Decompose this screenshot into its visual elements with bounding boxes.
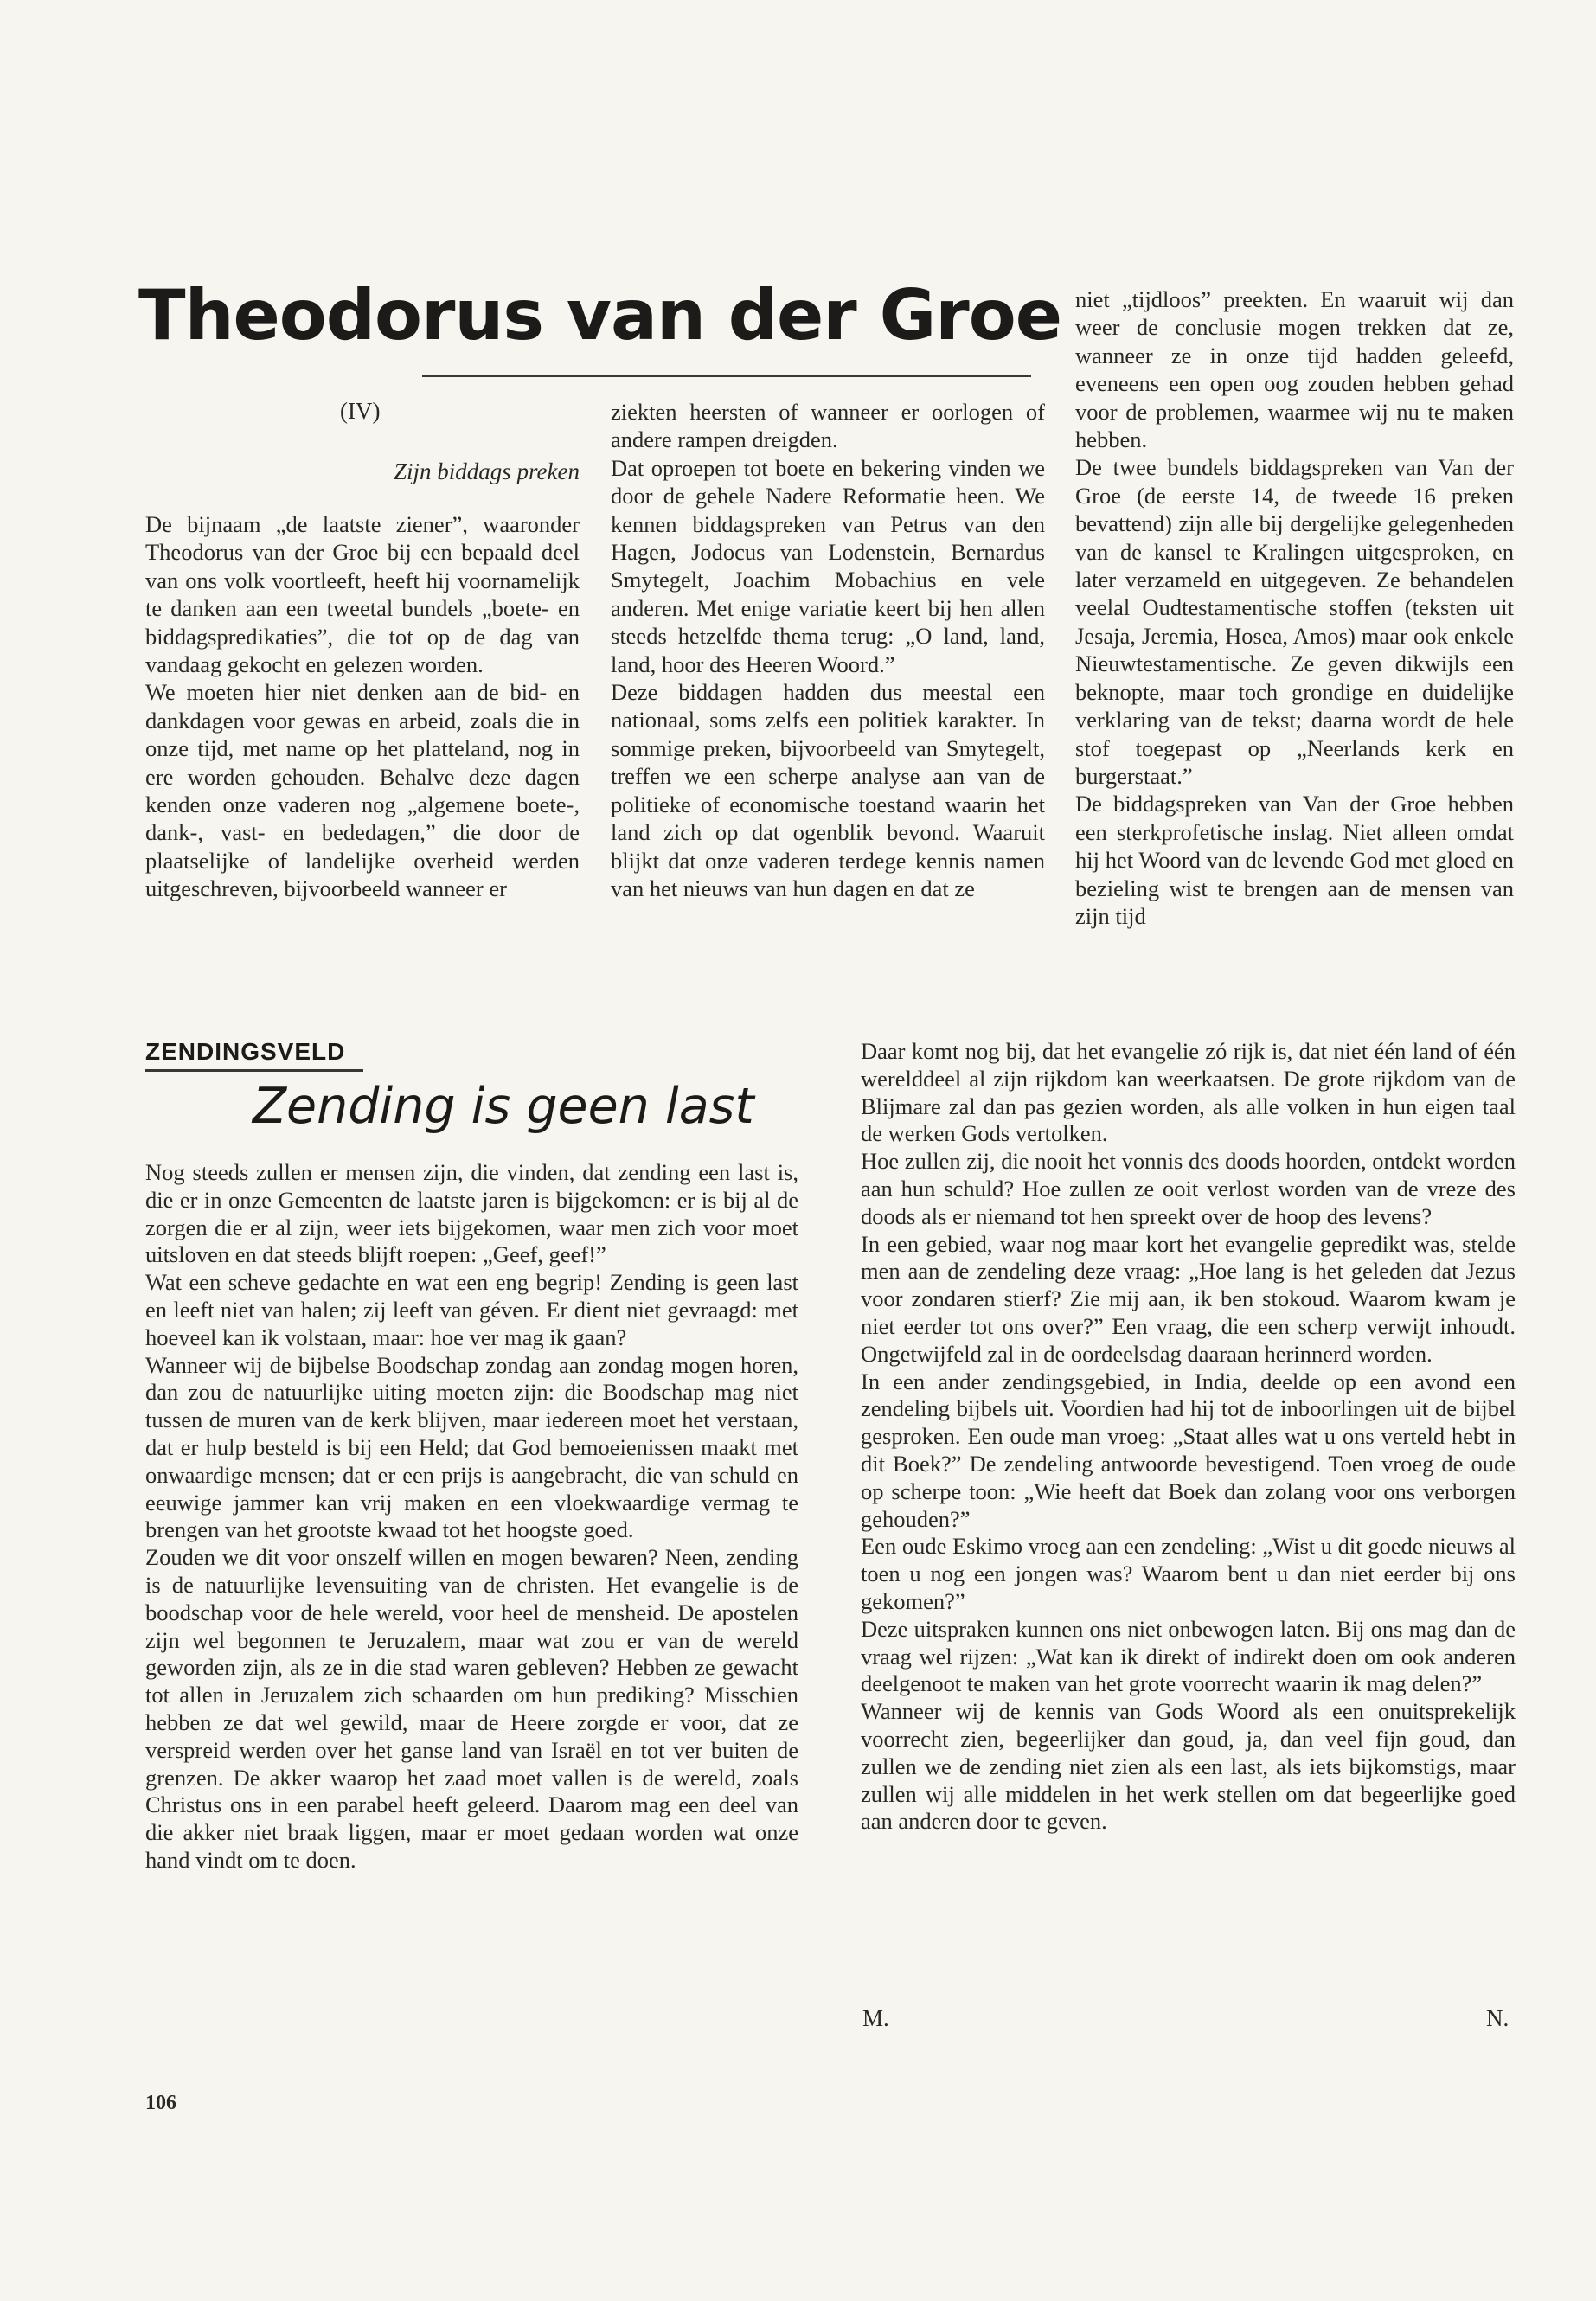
- paragraph: Daar komt nog bij, dat het evangelie zó rijk is, dat niet één land of één werelddeel al zijn rijkdom kan weerkaatsen. De grote rijkdom van de Blijmare zal dan pas gezien worden, als alle volken in hun eigen taal de werken Gods vertolken.: [861, 1038, 1516, 1147]
- paragraph: Nog steeds zullen er mensen zijn, die vinden, dat zending een last is, die er in onze Gemeenten de laatste jaren is bijgekomen: er is bij al de zorgen die er al zijn, weer iets bijgekomen, waar men zich voor moet uitsloven en dat steeds blijft roepen: „Geef, geef!”: [145, 1159, 798, 1268]
- paragraph: We moeten hier niet denken aan de bid- en dankdagen voor gewas en arbeid, zoals die in onze tijd, met name op het platteland, nog in ere worden gehouden. Behalve deze dagen kenden onze vaderen nog „algemene boete-, dank-, vast- en bededagen,” die door de plaatselijke of landelijke overheid werden uitgeschreven, bijvoorbeeld wanneer er: [145, 679, 580, 902]
- paragraph: Wanneer wij de kennis van Gods Woord als een onuitsprekelijk voorrecht zien, begeerlijker dan goud, ja, dan veel fijn goud, dan zullen we de zending niet zien als een last, als iets bijkomstigs, maar zullen wij alle middelen in het werk stellen om dat begeerlijke goed aan anderen door te geven.: [861, 1698, 1516, 1835]
- paragraph: De bijnaam „de laatste ziener”, waaronder Theodorus van der Groe bij een bepaald deel van ons volk voortleeft, heeft hij voornamelijk te danken aan een tweetal bundels „boete- en biddagspredikaties”, die tot op de dag van vandaag gekocht en gelezen worden.: [145, 511, 580, 678]
- article1-column-2: [611, 398, 1045, 902]
- article2-column-right: [861, 1038, 1516, 1836]
- paragraph: ziekten heersten of wanneer er oorlogen of andere rampen dreigden.: [611, 399, 1045, 453]
- paragraph: Hoe zullen zij, die nooit het vonnis des doods hoorden, ontdekt worden aan hun schuld? Hoe zullen ze ooit verlost worden van de vreze des doods als er niemand tot hen spreekt over de hoop des levens?: [861, 1148, 1516, 1229]
- article-title: Theodorus van der Groe: [138, 275, 1061, 356]
- signature-initial-left: M.: [862, 2005, 889, 2031]
- paragraph: De biddagspreken van Van der Groe hebben een sterkprofetische inslag. Niet alleen omdat hij het Woord van de levende God met gloed en bezieling wist te brengen aan de mensen van zijn tijd: [1075, 791, 1514, 929]
- signature-initial-right: N.: [1486, 2005, 1509, 2031]
- paragraph: Wanneer wij de bijbelse Boodschap zondag aan zondag mogen horen, dan zou de natuurlijke uiting moeten zijn: die Boodschap mag niet tussen de muren van de kerk blijven, maar iedereen moet het verstaan, dat er hulp besteld is bij een Held; dat God bemoeienissen maakt met onwaardige mensen; dat er een prijs is aangebracht, die van schuld en eeuwige jammer kan vrij maken en een vloekwaardige vermag te brengen van het grootste kwaad tot het hoogste goed.: [145, 1351, 798, 1543]
- article-subtitle: Zijn biddags preken: [394, 458, 580, 484]
- paragraph: In een ander zendingsgebied, in India, deelde op een avond een zendeling bijbels uit. Voordien had hij tot de inboorlingen uit de bijbel gesproken. Een oude man vroeg: „Staat alles wat u ons verteld hebt in dit Boek?” De zendeling antwoorde bevestigend. Toen vroeg de oude op scherpe toon: „Wie heeft dat Boek dan zolang voor ons verborgen gehouden?”: [861, 1368, 1516, 1532]
- page-number: 106: [145, 2092, 176, 2114]
- paragraph: niet „tijdloos” preekten. En waaruit wij dan weer de conclusie mogen trekken dat ze, wanneer ze in onze tijd hadden geleefd, eveneens een open oog zouden hebben gehad voor de problemen, waarmee wij nu te maken hebben.: [1075, 286, 1514, 453]
- title-rule: [422, 375, 1031, 377]
- paragraph: Een oude Eskimo vroeg aan een zendeling: „Wist u dit goede nieuws al toen u nog een jongen was? Waarom bent u dan niet eerder bij ons gekomen?”: [861, 1533, 1516, 1614]
- paragraph: Dat oproepen tot boete en bekering vinden we door de gehele Nadere Reformatie heen. We kennen biddagspreken van Petrus van den Hagen, Jodocus van Lodenstein, Bernardus Smytegelt, Joachim Mobachius en vele anderen. Met enige variatie keert bij hen allen steeds hetzelfde thema terug: „O land, land, land, hoor des Heeren Woord.”: [611, 454, 1045, 677]
- article-title: Zending is geen last: [253, 1078, 754, 1135]
- paragraph: Wat een scheve gedachte en wat een eng begrip! Zending is geen last en leeft niet van halen; zij leeft van géven. Er dient niet gevraagd: met hoeveel kan ik volstaan, maar: hoe ver mag ik gaan?: [145, 1269, 798, 1350]
- article2-column-left: [145, 1159, 798, 1875]
- paragraph: Deze uitspraken kunnen ons niet onbewogen laten. Bij ons mag dan de vraag wel rijzen: „Wat kan ik direkt of indirekt doen om ook anderen deelgenoot te maken van het grote voorrecht waarin ik mag delen?”: [861, 1615, 1516, 1697]
- section-label: ZENDINGSVELD: [145, 1038, 346, 1065]
- article1-column-1: [145, 510, 580, 903]
- part-number: (IV): [340, 398, 381, 424]
- paragraph: Deze biddagen hadden dus meestal een nationaal, soms zelfs een politiek karakter. In sommige preken, bijvoorbeeld van Smytegelt, treffen we een scherpe analyse aan van de politieke of economische toestand waarin het land zich op dat ogenblik bevond. Waaruit blijkt dat onze vaderen terdege kennis namen van het nieuws van hun dagen en dat ze: [611, 679, 1045, 901]
- paragraph: In een gebied, waar nog maar kort het evangelie gepredikt was, stelde men aan de zendeling deze vraag: „Hoe lang is het geleden dat Jezus voor zondaren stierf? Zie mij aan, ik ben stokoud. Waarom kwam je niet eerder tot ons over?” Een vraag, die een scherp verwijt inhoudt. Ongetwijfeld zal in de oordeelsdag daaraan herinnerd worden.: [861, 1230, 1516, 1367]
- paragraph: Zouden we dit voor onszelf willen en mogen bewaren? Neen, zending is de natuurlijke levensuiting van de christen. Het evangelie is de boodschap voor de hele wereld, voor heel de mensheid. De apostelen zijn wel begonnen te Jeruzalem, maar wat zou er van de wereld geworden zijn, als ze in die stad waren gebleven? Hebben ze gewacht tot allen in Jeruzalem zich schaarden om hun prediking? Misschien hebben ze dat wel gewild, maar de Heere zorgde er voor, dat ze verspreid werden over het ganse land van Israël en tot ver buiten de grenzen. De akker waarop het zaad moet vallen is de wereld, zoals Christus ons in een parabel heeft geleerd. Daarom mag een deel van die akker niet braak liggen, maar er moet gedaan worden wat onze hand vindt om te doen.: [145, 1544, 798, 1873]
- article1-column-3: [1075, 285, 1514, 930]
- section-rule: [145, 1069, 363, 1072]
- paragraph: De twee bundels biddagspreken van Van der Groe (de eerste 14, de tweede 16 preken bevattend) zijn alle bij dergelijke gelegenheden van de kansel te Kralingen uitgesproken, en later verzameld en uitgegeven. Ze behandelen veelal Oudtestamentische stoffen (teksten uit Jesaja, Jeremia, Hosea, Amos) maar ook enkele Nieuwtestamentische. Ze geven dikwijls een beknopte, maar toch grondige en duidelijke verklaring van de tekst; daarna wordt de hele stof toegepast op „Neerlands kerk en burgerstaat.”: [1075, 454, 1514, 789]
